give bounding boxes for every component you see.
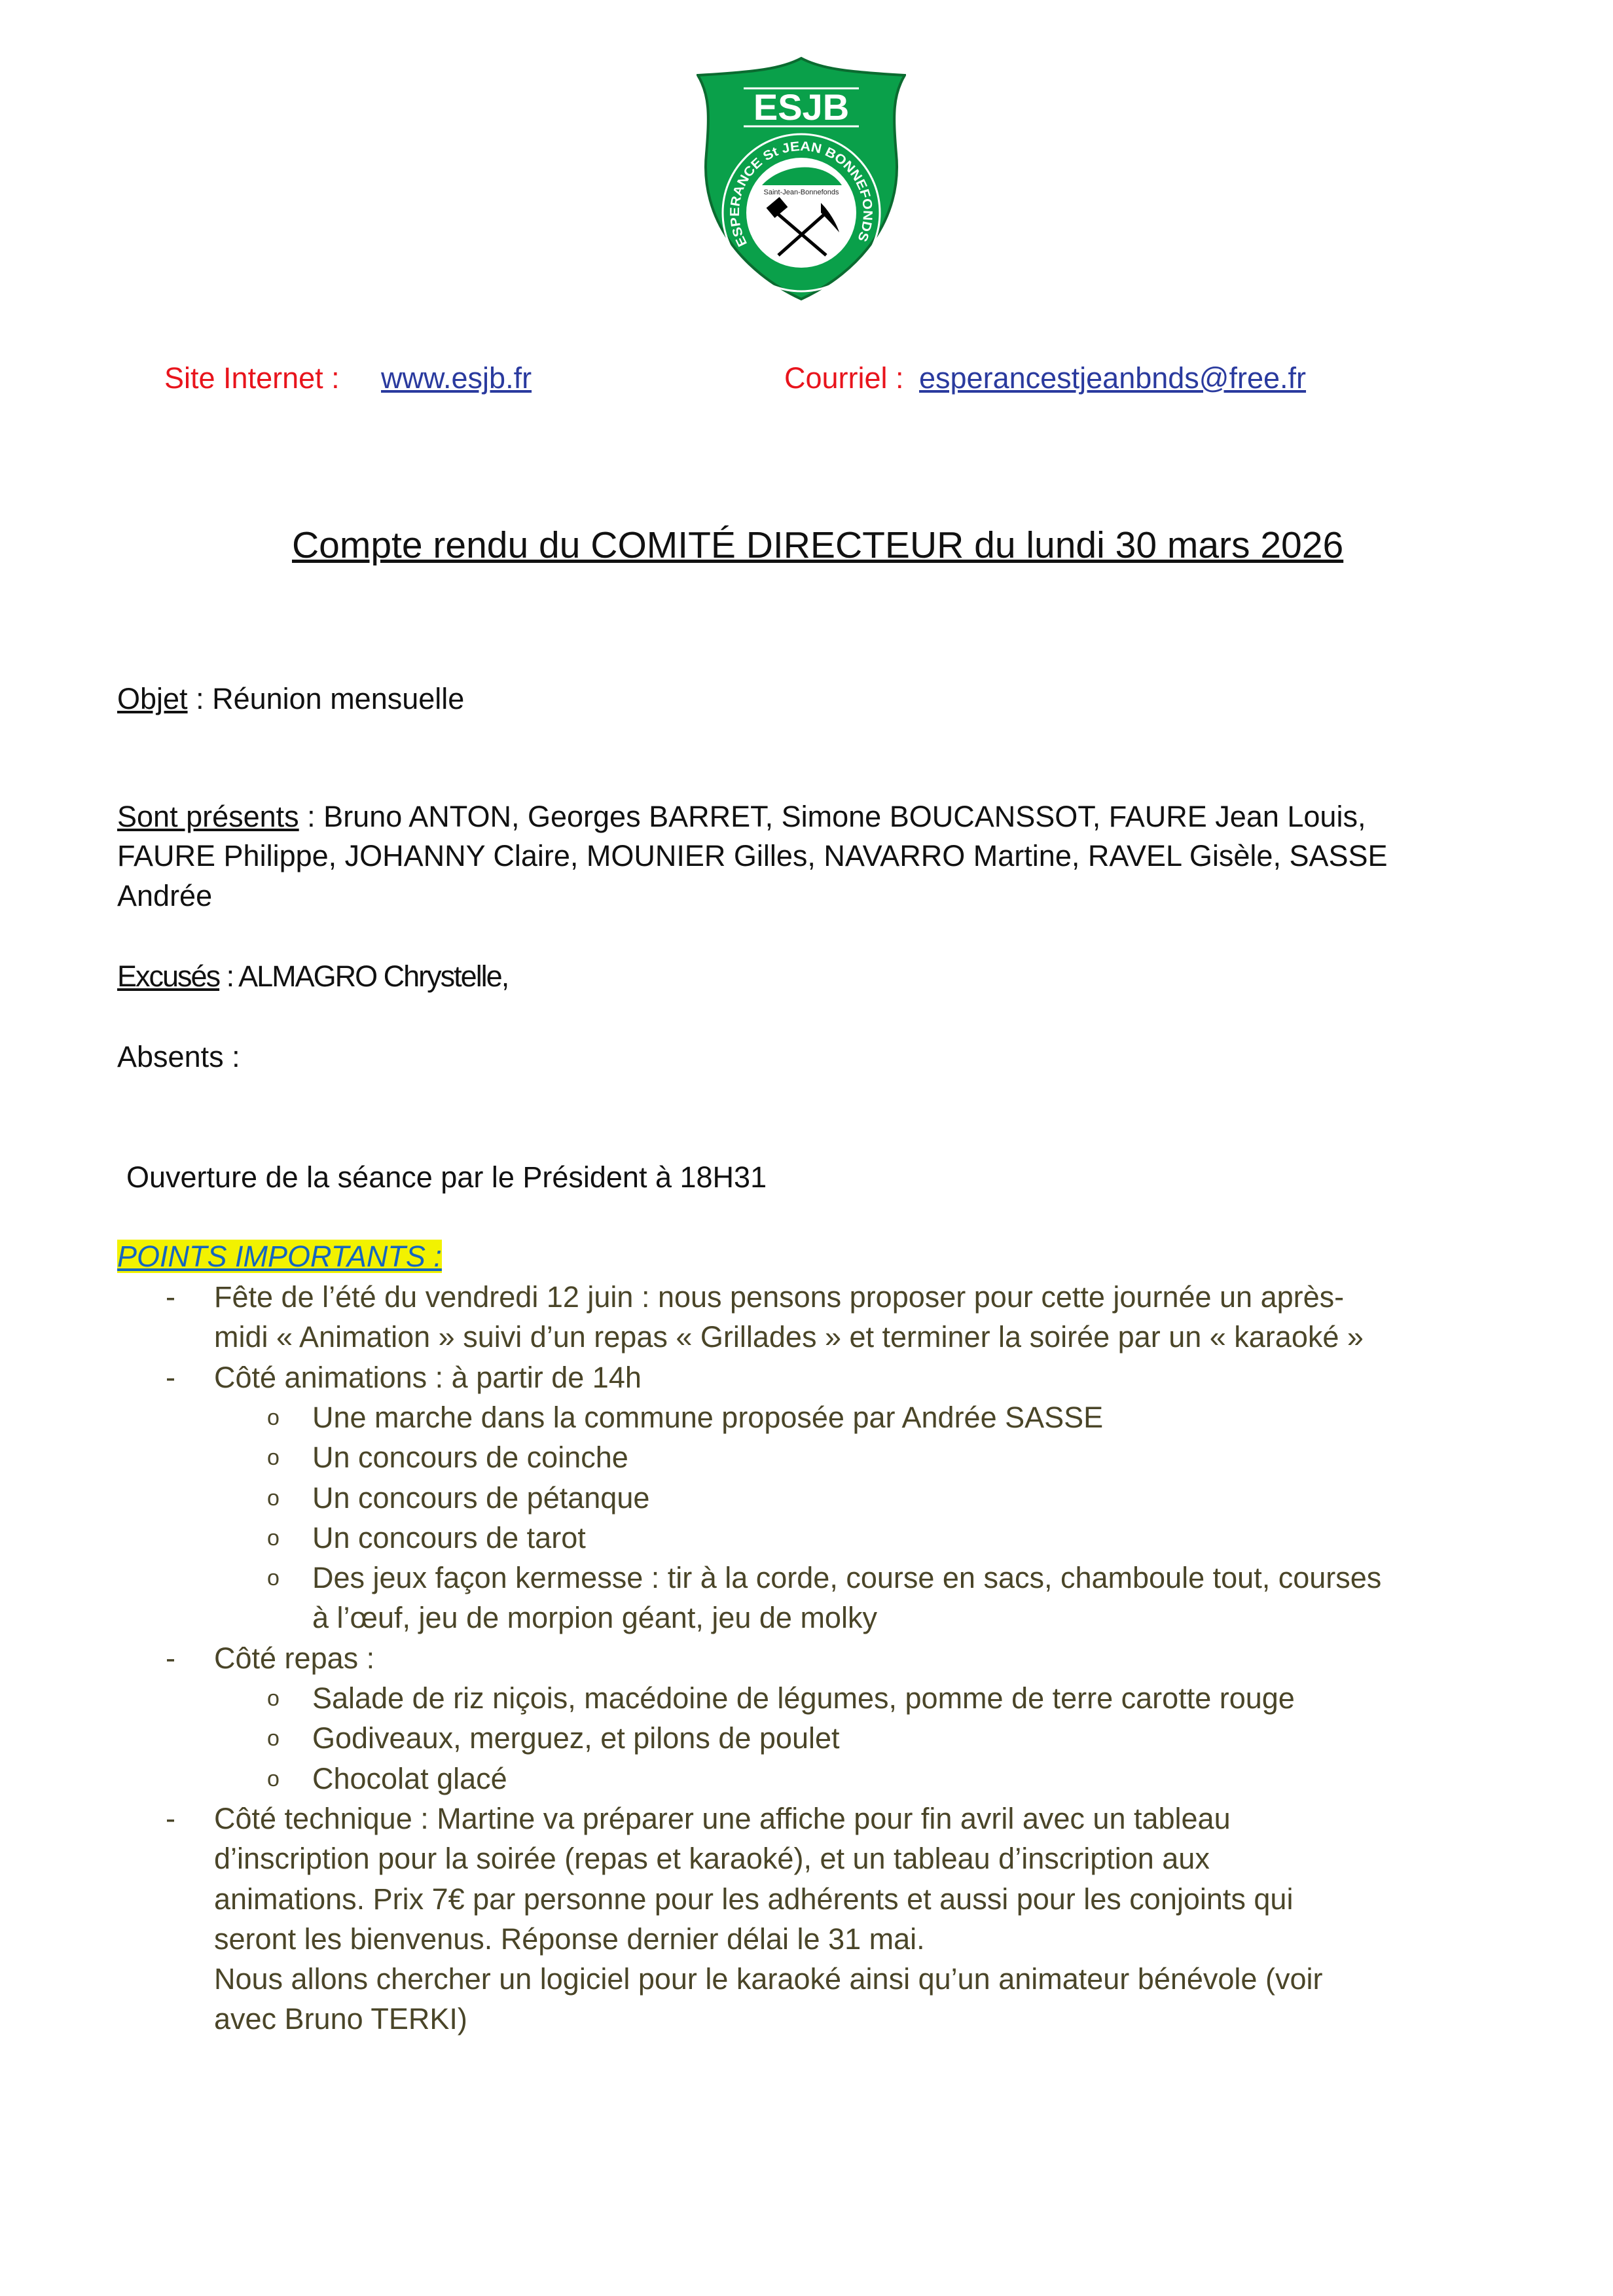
point-text-line: Un concours de tarot [312, 1520, 586, 1554]
dash-bullet: - [166, 1360, 175, 1394]
points-heading-text: POINTS IMPORTANTS : [117, 1240, 442, 1273]
dash-bullet: - [166, 1280, 175, 1314]
dash-bullet: - [166, 1641, 175, 1675]
point-text-line: Un concours de pétanque [312, 1480, 650, 1515]
site-link[interactable]: www.esjb.fr [381, 361, 532, 395]
circle-bullet: o [267, 1566, 280, 1591]
point-text-line: Nous allons chercher un logiciel pour le karaoké ainsi qu’un animateur bénévole (voir [214, 1962, 1323, 1996]
presents-line-3: Andrée [117, 879, 213, 912]
point-text-line: Côté technique : Martine va préparer une affiche pour fin avril avec un tableau [214, 1801, 1231, 1835]
objet-line [117, 679, 464, 719]
site-label: Site Internet : [164, 361, 340, 395]
circle-bullet: o [267, 1686, 280, 1711]
logo-main-text: ESJB [753, 86, 850, 128]
point-text-line: Godiveaux, merguez, et pilons de poulet [312, 1721, 840, 1755]
point-text-line: Un concours de coinche [312, 1441, 628, 1475]
presents-text: : Bruno ANTON, Georges BARRET, Simone BOUCANSSOT, FAURE Jean Louis, [299, 800, 1366, 833]
circle-bullet: o [267, 1726, 280, 1751]
logo-ring-text: ESPERANCE St JEAN BONNEFONDS [727, 139, 875, 249]
circle-bullet: o [267, 1445, 280, 1471]
absents-label: Absents : [117, 1040, 240, 1073]
circle-bullet: o [267, 1525, 280, 1551]
point-text-line: Une marche dans la commune proposée par Andrée SASSE [312, 1400, 1104, 1434]
excuses-line [117, 957, 508, 996]
point-text-line: à l’œuf, jeu de morpion géant, jeu de molky [312, 1601, 877, 1635]
circle-bullet: o [267, 1485, 280, 1511]
point-text-line: midi « Animation » suivi d’un repas « Grillades » et terminer la soirée par un « karaoké » [214, 1320, 1364, 1354]
esjb-logo [697, 56, 906, 300]
point-text-line: d’inscription pour la soirée (repas et karaoké), et un tableau d’inscription aux [214, 1842, 1210, 1876]
mail-link[interactable]: esperancestjeanbnds@free.fr [919, 361, 1307, 395]
ouverture-line: Ouverture de la séance par le Président à 18H31 [126, 1160, 767, 1194]
point-text-line: Côté repas : [214, 1641, 375, 1675]
point-text-line: Chocolat glacé [312, 1761, 507, 1795]
objet-value: : Réunion mensuelle [187, 682, 465, 715]
presents-line-1 [117, 797, 1366, 836]
presents-line-2: FAURE Philippe, JOHANNY Claire, MOUNIER Gilles, NAVARRO Martine, RAVEL Gisèle, SASSE [117, 839, 1388, 872]
logo-town-text: Saint-Jean-Bonnefonds [763, 188, 839, 196]
point-text-line: avec Bruno TERKI) [214, 2002, 467, 2036]
point-text-line: Côté animations : à partir de 14h [214, 1360, 642, 1394]
point-text-line: Salade de riz niçois, macédoine de légumes, pomme de terre carotte rouge [312, 1681, 1295, 1715]
page-title: Compte rendu du COMITÉ DIRECTEUR du lundi 30 mars 2026 [292, 524, 1344, 566]
excuses-value: : ALMAGRO Chrystelle, [219, 960, 509, 993]
objet-label: Objet [117, 682, 188, 715]
presents-label: Sont présents [117, 800, 299, 833]
point-text-line: animations. Prix 7€ par personne pour les adhérents et aussi pour les conjoints qui [214, 1882, 1294, 1916]
excuses-label: Excusés [117, 960, 220, 993]
point-text-line: Des jeux façon kermesse : tir à la corde, course en sacs, chamboule tout, courses [312, 1561, 1382, 1595]
circle-bullet: o [267, 1405, 280, 1430]
points-heading [117, 1237, 442, 1276]
mail-label: Courriel : [784, 361, 904, 395]
dash-bullet: - [166, 1801, 175, 1835]
point-text-line: seront les bienvenus. Réponse dernier délai le 31 mai. [214, 1922, 925, 1956]
point-text-line: Fête de l’été du vendredi 12 juin : nous pensons proposer pour cette journée un après- [214, 1280, 1345, 1314]
circle-bullet: o [267, 1766, 280, 1791]
